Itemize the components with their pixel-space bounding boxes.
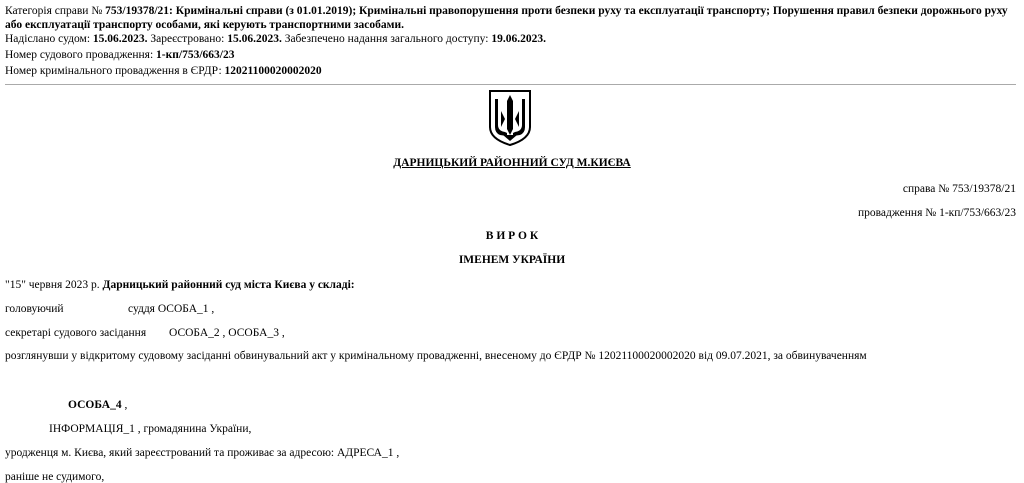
sent-date: 15.06.2023. — [92, 33, 148, 45]
date-text: "15" червня 2023 р. — [5, 279, 103, 291]
prior-record: раніше не судимого, — [5, 471, 105, 483]
presiding-judge: суддя ОСОБА_1 , — [128, 303, 215, 315]
access-label: Забезпечено надання загального доступу: — [281, 33, 492, 45]
presiding-label: головуючий — [5, 303, 64, 315]
proceeding-label: Номер судового провадження: — [5, 49, 157, 61]
registered-label: Зареєстровано: — [147, 33, 228, 45]
access-date: 19.06.2023. — [491, 33, 546, 45]
presiding-line — [5, 303, 64, 315]
court-composition: Дарницький районний суд міста Києва у складі: — [102, 279, 355, 291]
erdr-number-line — [5, 64, 1017, 78]
native-address: уродженця м. Києва, який зареєстрований та проживає за адресою: АДРЕСА_1 , — [5, 447, 400, 459]
birth-info: ІНФОРМАЦІЯ_1 , громадянина України, — [49, 423, 252, 435]
secretaries-label: секретарі судового засідання — [5, 327, 147, 339]
dates-line — [5, 32, 1017, 46]
secretaries-names: ОСОБА_2 , ОСОБА_3 , — [169, 327, 285, 339]
accused-name: ОСОБА_4 — [68, 399, 122, 411]
erdr-label: Номер кримінального провадження в ЄРДР: — [5, 65, 225, 77]
proceeding-number-line — [5, 48, 1017, 62]
sent-label: Надіслано судом: — [5, 33, 93, 45]
case-number: справа № 753/19378/21 — [902, 183, 1016, 195]
case-category — [5, 4, 1017, 32]
accused-tail: , — [121, 399, 128, 411]
coat-of-arms-icon — [487, 89, 533, 147]
document-metadata — [5, 4, 1017, 78]
verdict-heading: В И Р О К — [485, 230, 539, 242]
divider — [5, 84, 1016, 85]
accused-line — [68, 399, 127, 411]
considered-paragraph: розглянувши у відкритому судовому засіданні обвинувальний акт у кримінальному провадженні, внесеному до ЄРДР № 12021100020002020 від 09.07.2021, за обвинуваченням — [5, 350, 867, 362]
case-category-value: 753/19378/21: Кримінальні справи (з 01.01.2019); Кримінальні правопорушення проти безпеки руху та експлуатації транспорту; Порушення правил безпеки дорожнього руху або експлуатації транспорту особами, які керують транспортними засобами. — [5, 5, 1008, 31]
case-category-label: Категорія справи № — [5, 5, 106, 17]
erdr-number: 12021100020002020 — [224, 65, 322, 77]
proceeding-number: 1-кп/753/663/23 — [156, 49, 235, 61]
date-line — [5, 279, 355, 291]
registered-date: 15.06.2023. — [227, 33, 282, 45]
court-name: ДАРНИЦЬКИЙ РАЙОННИЙ СУД М.КИЄВА — [393, 157, 631, 169]
in-name-heading: ІМЕНЕМ УКРАЇНИ — [458, 254, 566, 266]
proceeding-number-right: провадження № 1-кп/753/663/23 — [857, 207, 1016, 219]
